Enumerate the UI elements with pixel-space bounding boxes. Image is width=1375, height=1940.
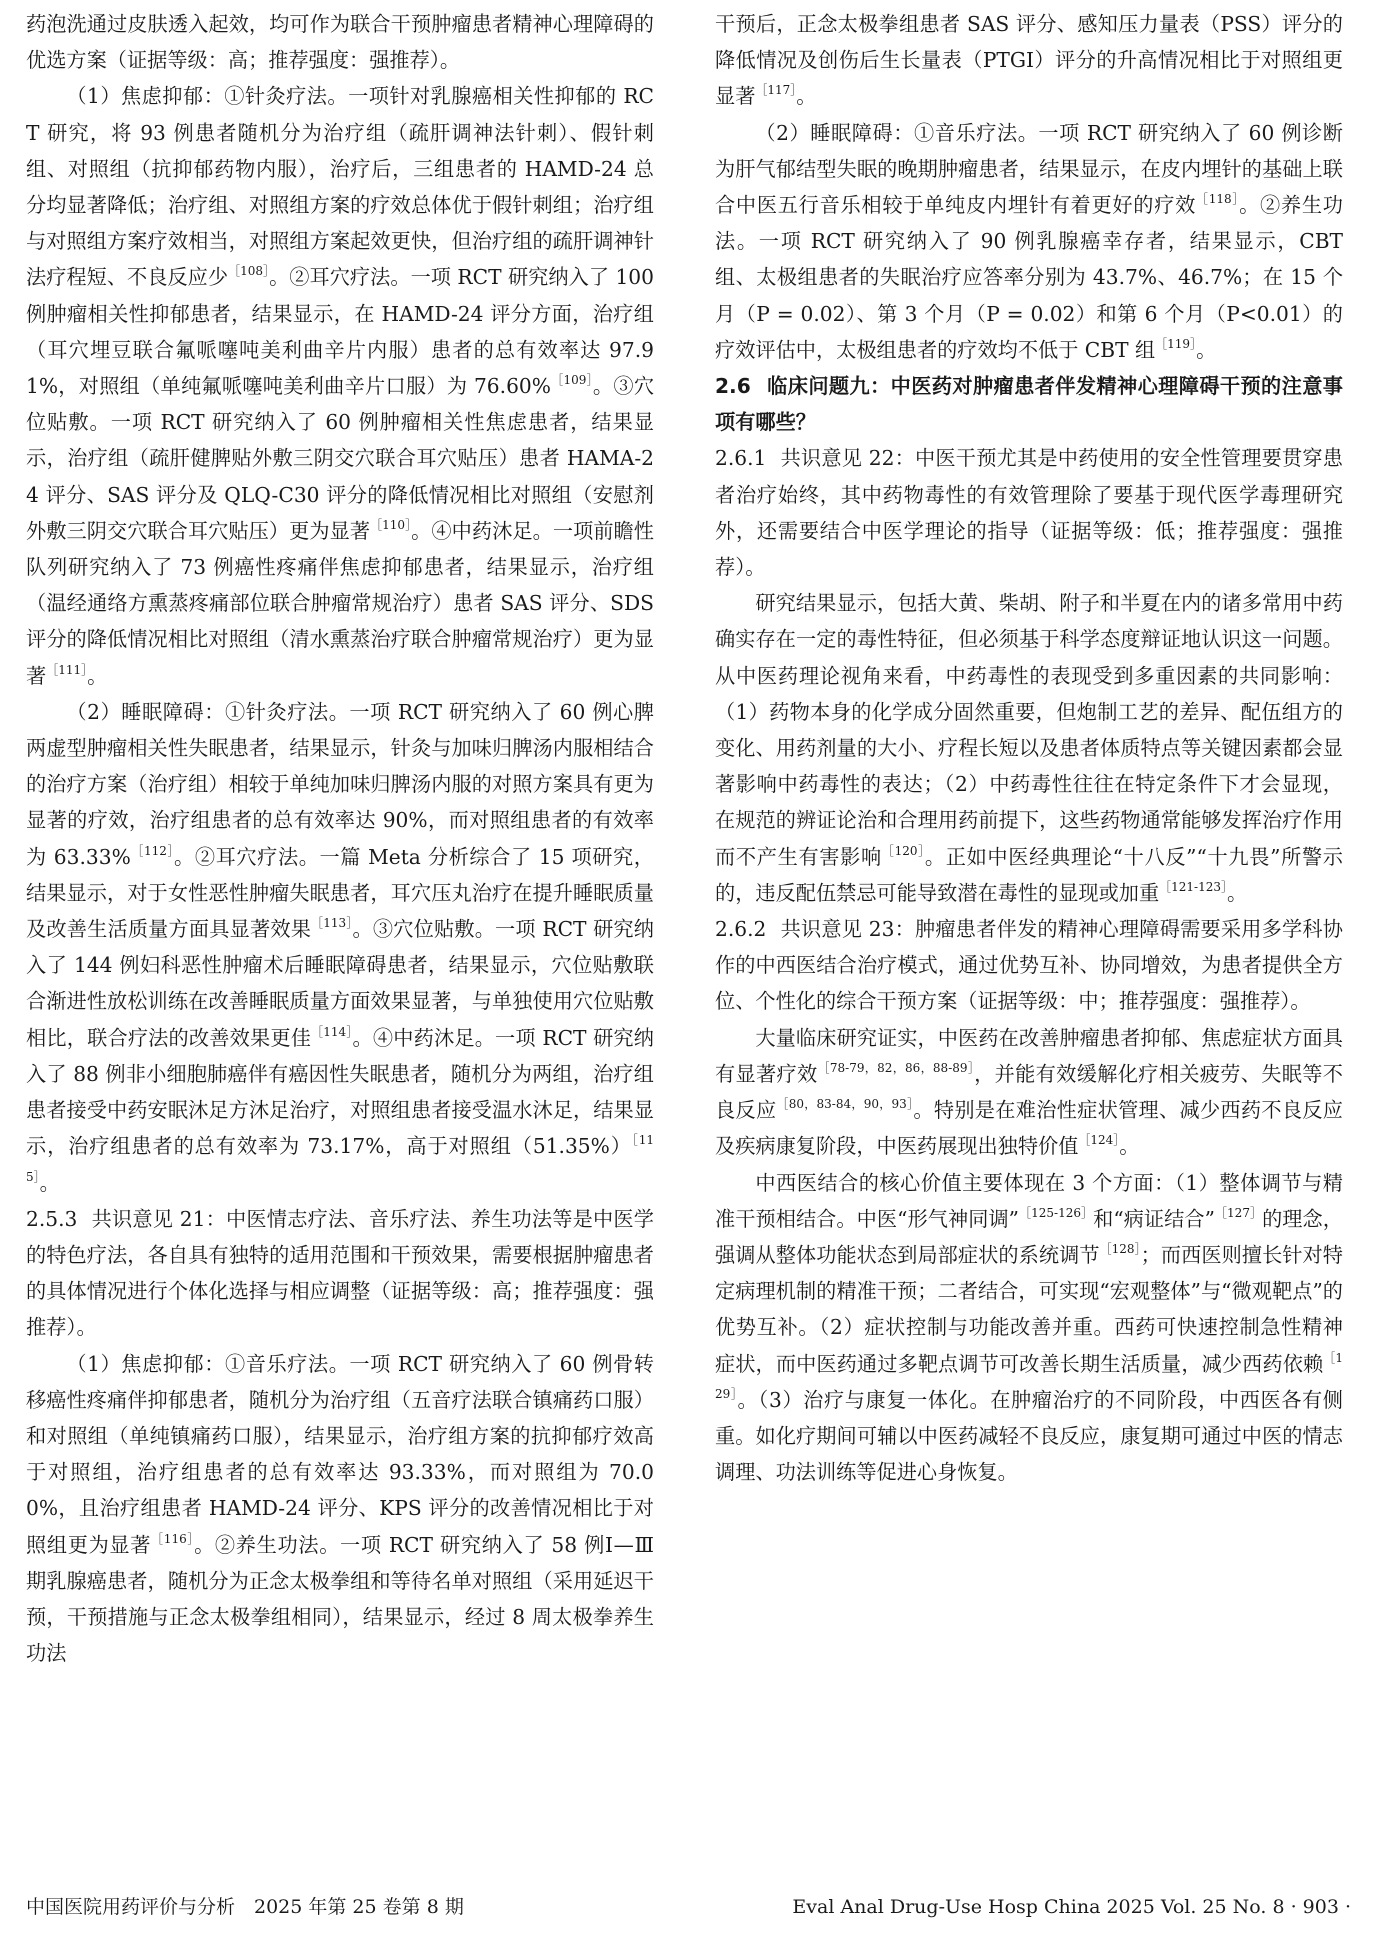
- citation: ［116］: [151, 1531, 195, 1546]
- subsection-2-5-3: 2.5.3 共识意见 21：中医情志疗法、音乐疗法、养生功法等是中医学的特色疗法，各自具有独特的适用范围和干预效果，需要根据肿瘤患者的具体情况进行个体化选择与相应调整（证据等级：高；推荐强度：强推荐）。: [26, 1206, 654, 1340]
- citation: ［109］: [550, 373, 593, 388]
- citation: ［108］: [228, 264, 270, 279]
- citation: ［119］: [1155, 336, 1197, 351]
- paragraph: （2）睡眠障碍：①音乐疗法。一项 RCT 研究纳入了 60 例诊断为肝气郁结型失眠的晚期肿瘤患者，结果显示，在皮内埋针的基础上联合中医五行音乐相较于单纯皮内埋针有着更好的疗效$^{[118]}$。②养生功法。一项 RCT 研究纳入了 90 例乳腺癌幸存者，结果显示，CBT 组、太极组患者的失眠治疗应答率分别为 43.7%、46.7%；在 15 个月（P = 0.02）、第 3 个月（P = 0.02）和第 6 个月（P<0.01）的疗效评估中，太极组患者的疗效均不低于 CBT 组$^{[119]}$。: [715, 120, 1344, 362]
- citation: ［129］: [715, 1350, 1343, 1401]
- paragraph: （1）焦虑抑郁：①音乐疗法。一项 RCT 研究纳入了 60 例骨转移癌性疼痛伴抑郁患者，随机分为治疗组（五音疗法联合镇痛药口服）和对照组（单纯镇痛药口服），结果显示，治疗组方案的抗抑郁疗效高于对照组，治疗组患者的总有效率达 93.33%，而对照组为 70.00%，且治疗组患者 HAMD-24 评分、KPS 评分的改善情况相比于对照组更为显著$^{[116]}$。②养生功法。一项 RCT 研究纳入了 58 例Ⅰ—Ⅲ期乳腺癌患者，随机分为正念太极拳组和等待名单对照组（采用延迟干预，干预措施与正念太极拳组相同），结果显示，经过 8 周太极拳养生功法: [26, 1351, 654, 1666]
- paragraph: 干预后，正念太极拳组患者 SAS 评分、感知压力量表（PSS）评分的降低情况及创伤后生长量表（PTGI）评分的升高情况相比于对照组更显著$^{[117]}$。: [715, 12, 1343, 109]
- section-heading-2-6: 2.6 临床问题九：中医药对肿瘤患者伴发精神心理障碍干预的注意事项有哪些？: [715, 374, 1343, 435]
- citation: ［110］: [370, 517, 412, 532]
- section-number: 2.6.1: [715, 446, 767, 471]
- citation: ［115］: [26, 1133, 654, 1184]
- citation: ［127］: [1214, 1205, 1263, 1220]
- citation: ［80，83-84，90，93］: [776, 1097, 914, 1112]
- citation: ［124］: [1078, 1133, 1120, 1148]
- subsection-2-6-2: 2.6.2 共识意见 23：肿瘤患者伴发的精神心理障碍需要采用多学科协作的中西医结合治疗模式，通过优势互补、协同增效，为患者提供全方位、个性化的综合干预方案（证据等级：中；推荐强度：强推荐）。: [715, 917, 1343, 1014]
- citation: ［117］: [755, 83, 797, 98]
- left-column: [26, 6, 654, 1671]
- citation: ［121-123］: [1159, 879, 1228, 894]
- section-number: 2.6: [715, 374, 751, 399]
- paragraph: 中西医结合的核心价值主要体现在 3 个方面：（1）整体调节与精准干预相结合。中医“形气神同调”$^{[125-126]}$和“病证结合”$^{[127]}$的理念，强调从整体功能状态到局部症状的系统调节$^{[128]}$；而西医则擅长针对特定病理机制的精准干预；二者结合，可实现“宏观整体”与“微观靶点”的优势互补。（2）症状控制与功能改善并重。西药可快速控制急性精神症状，而中医药通过多靶点调节可改善长期生活质量，减少西药依赖$^{[129]}$。（3）治疗与康复一体化。在肿瘤治疗的不同阶段，中西医各有侧重。如化疗期间可辅以中医药减轻不良反应，康复期可通过中医的情志调理、功法训练等促进心身恢复。: [715, 1170, 1343, 1485]
- paragraph: （1）焦虑抑郁：①针灸疗法。一项针对乳腺癌相关性抑郁的 RCT 研究，将 93 例患者随机分为治疗组（疏肝调神法针刺）、假针刺组、对照组（抗抑郁药物内服），治疗后，三组患者的 HAMD-24 总分均显著降低；治疗组、对照组方案的疗效总体优于假针刺组；治疗组与对照组方案疗效相当，对照组方案起效更快，但治疗组的疏肝调神针法疗程短、不良反应少$^{[108]}$。②耳穴疗法。一项 RCT 研究纳入了 100 例肿瘤相关性抑郁患者，结果显示，在 HAMD-24 评分方面，治疗组（耳穴埋豆联合氟哌噻吨美利曲辛片内服）患者的总有效率达 97.91%，对照组（单纯氟哌噻吨美利曲辛片口服）为 76.60%$^{[109]}$。③穴位贴敷。一项 RCT 研究纳入了 60 例肿瘤相关性焦虑患者，结果显示，治疗组（疏肝健脾贴外敷三阴交穴联合耳穴贴压）患者 HAMA-24 评分、SAS 评分及 QLQ-C30 评分的降低情况相比对照组（安慰剂外敷三阴交穴联合耳穴贴压）更为显著$^{[110]}$。④中药沐足。一项前瞻性队列研究纳入了 73 例癌性疼痛伴焦虑抑郁患者，结果显示，治疗组（温经通络方熏蒸疼痛部位联合肿瘤常规治疗）患者 SAS 评分、SDS 评分的降低情况相比对照组（清水熏蒸治疗联合肿瘤常规治疗）更为显著$^{[111]}$。: [26, 84, 655, 688]
- citation: ［114］: [311, 1024, 353, 1039]
- section-number: 2.6.2: [715, 917, 767, 942]
- citation: ［112］: [130, 843, 175, 858]
- citation: ［125-126］: [1019, 1205, 1094, 1220]
- citation: ［78-79，82，86，88-89］: [817, 1060, 975, 1075]
- paragraph: 大量临床研究证实，中医药在改善肿瘤患者抑郁、焦虑症状方面具有显著疗效$^{[78-79,82,86,88-89]}$，并能有效缓解化疗相关疲劳、失眠等不良反应$^{[80,83-84,90,93]}$。特别是在难治性症状管理、减少西药不良反应及疾病康复阶段，中医药展现出独特价值$^{[124]}$。: [715, 1025, 1343, 1159]
- citation: ［111］: [46, 662, 88, 677]
- citation: ［120］: [881, 843, 925, 858]
- paragraph: （2）睡眠障碍：①针灸疗法。一项 RCT 研究纳入了 60 例心脾两虚型肿瘤相关性失眠患者，结果显示，针灸与加味归脾汤内服相结合的治疗方案（治疗组）相较于单纯加味归脾汤内服的对照方案具有更为显著的疗效，治疗组患者的总有效率达 90%，而对照组患者的有效率为 63.33%$^{[112]}$。②耳穴疗法。一篇 Meta 分析综合了 15 项研究，结果显示，对于女性恶性肿瘤失眠患者，耳穴压丸治疗在提升睡眠质量及改善生活质量方面具显著效果$^{[113]}$。③穴位贴敷。一项 RCT 研究纳入了 144 例妇科恶性肿瘤术后睡眠障碍患者，结果显示，穴位贴敷联合渐进性放松训练在改善睡眠质量方面效果显著，与单独使用穴位贴敷相比，联合疗法的改善效果更佳$^{[114]}$。④中药沐足。一项 RCT 研究纳入了 88 例非小细胞肺癌伴有癌因性失眠患者，随机分为两组，治疗组患者接受中药安眠沐足方沐足治疗，对照组患者接受温水沐足，结果显示，治疗组患者的总有效率为 73.17%，高于对照组$(51.35\%)^{[115]}$。: [26, 699, 654, 1195]
- paragraph: 研究结果显示，包括大黄、柴胡、附子和半夏在内的诸多常用中药确实存在一定的毒性特征，但必须基于科学态度辩证地认识这一问题。从中医药理论视角来看，中药毒性的表现受到多重因素的共同影响：（1）药物本身的化学成分固然重要，但炮制工艺的差异、配伍组方的变化、用药剂量的大小、疗程长短以及患者体质特点等关键因素都会显著影响中药毒性的表达；（2）中药毒性往往在特定条件下才会显现，在规范的辨证论治和合理用药前提下，这些药物通常能够发挥治疗作用而不产生有害影响$^{[120]}$。正如中医经典理论“十八反”“十九畏”所警示的，违反配伍禁忌可能导致潜在毒性的显现或加重$^{[121-123]}$。: [715, 591, 1343, 905]
- citation: ［113］: [311, 916, 353, 931]
- right-column: [715, 6, 1343, 1490]
- subsection-2-6-1: 2.6.1 共识意见 22：中医干预尤其是中药使用的安全性管理要贯穿患者治疗始终，其中药物毒性的有效管理除了要基于现代医学毒理研究外，还需要结合中医学理论的指导（证据等级：低；推荐强度：强推荐）。: [715, 446, 1343, 580]
- paragraph: 药泡洗通过皮肤透入起效，均可作为联合干预肿瘤患者精神心理障碍的优选方案（证据等级：高；推荐强度：强推荐）。: [26, 12, 654, 73]
- journal-name-en-page-number: Eval Anal Drug-Use Hosp China 2025 Vol. 25 No. 8 · 903 ·: [792, 1896, 1351, 1918]
- section-number: 2.5.3: [26, 1206, 78, 1231]
- citation: ［128］: [1099, 1241, 1141, 1256]
- journal-name-cn: 中国医院用药评价与分析 2025 年第 25 卷第 8 期: [26, 1896, 464, 1918]
- citation: ［118］: [1196, 192, 1240, 207]
